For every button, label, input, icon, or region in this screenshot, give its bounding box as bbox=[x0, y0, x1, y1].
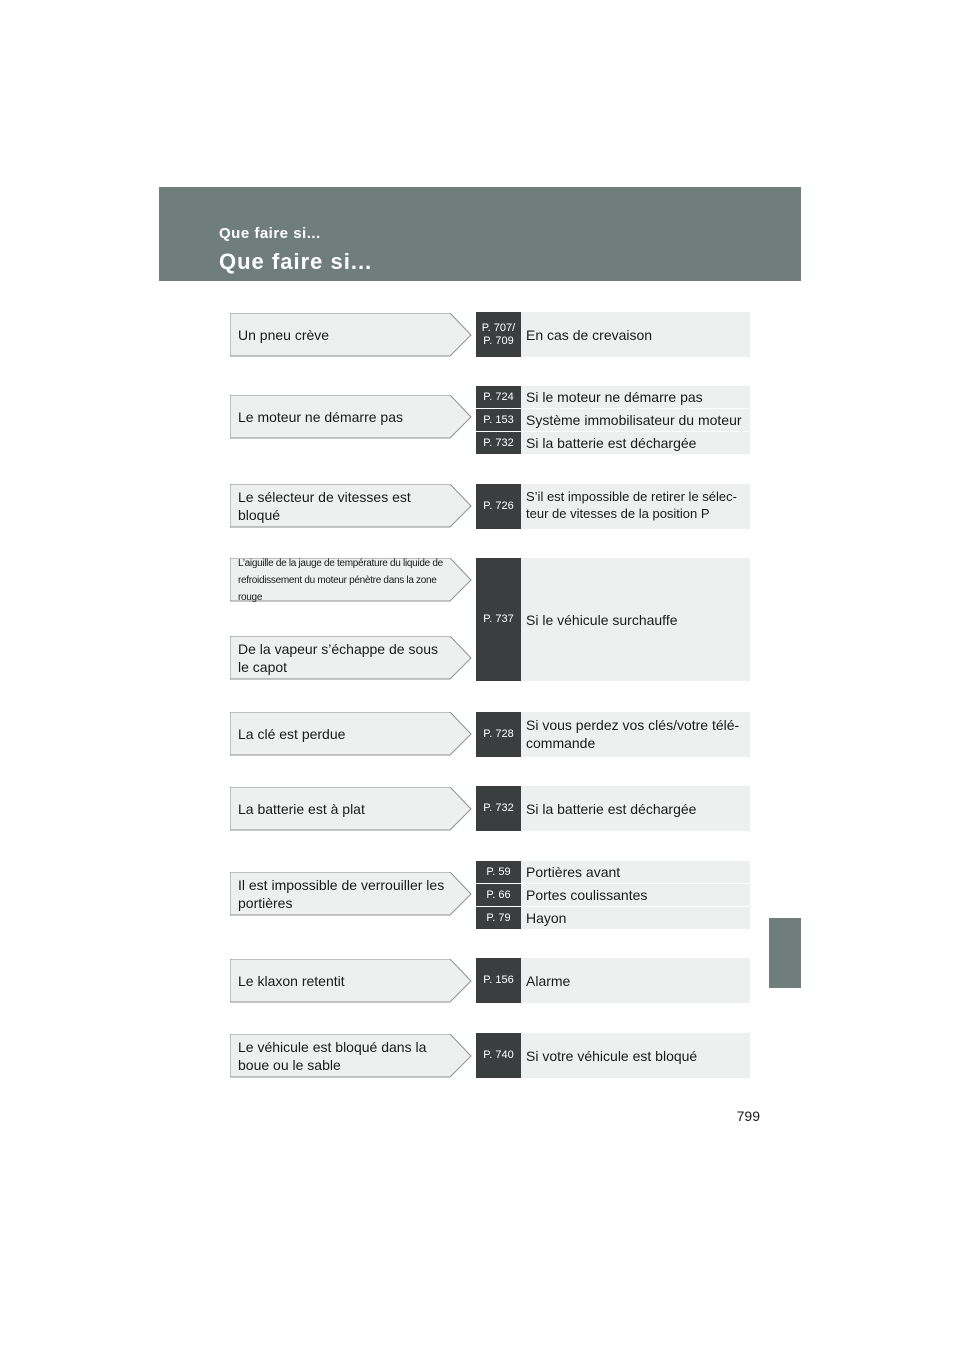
ref-description: Si le moteur ne démarre pas bbox=[526, 389, 703, 405]
ref-alarm[interactable] bbox=[476, 958, 750, 1003]
section-title: Que faire si... bbox=[219, 249, 373, 274]
ref-immobilizer[interactable] bbox=[476, 409, 750, 431]
page-ref-tag: P. 707/ P. 709 bbox=[476, 312, 521, 357]
page-ref-tag: P. 79 bbox=[476, 907, 521, 929]
ref-description: Si la batterie est déchargée bbox=[526, 800, 697, 817]
page-ref-tag: P. 724 bbox=[476, 386, 521, 408]
ref-engine-no-start[interactable] bbox=[476, 386, 750, 408]
page-ref-tag: P. 732 bbox=[476, 432, 521, 454]
problem-battery-flat: La batterie est à plat bbox=[230, 787, 472, 831]
page-ref-tag: P. 740 bbox=[476, 1033, 521, 1078]
ref-description: Alarme bbox=[526, 972, 571, 989]
ref-description: Portes coulissantes bbox=[526, 887, 648, 903]
ref-description: Hayon bbox=[526, 910, 567, 926]
problem-shift-lever-locked: Le sélecteur de vitesses est bloqué bbox=[230, 484, 472, 528]
ref-description: Si le véhicule surchauffe bbox=[526, 611, 678, 628]
ref-description: S’il est impossible de retirer le sélec-teur de vitesses de la position P bbox=[526, 489, 737, 521]
ref-description: Portières avant bbox=[526, 864, 621, 880]
ref-front-doors[interactable] bbox=[476, 861, 750, 883]
ref-description: Système immobilisateur du moteur bbox=[526, 412, 742, 428]
problem-horn-sounds: Le klaxon retentit bbox=[230, 959, 472, 1003]
problem-steam-hood: De la vapeur s’échappe de sous le capot bbox=[230, 636, 472, 680]
page-ref-tag: P. 726 bbox=[476, 484, 521, 529]
page-ref-tag: P. 59 bbox=[476, 861, 521, 883]
ref-lost-keys[interactable] bbox=[476, 712, 750, 757]
page-ref-tag: P. 728 bbox=[476, 712, 521, 757]
page-ref-tag: P. 737 bbox=[476, 558, 521, 681]
problem-vehicle-stuck: Le véhicule est bloqué dans la boue ou le sable bbox=[230, 1034, 472, 1078]
page-ref-tag: P. 153 bbox=[476, 409, 521, 431]
problem-doors-no-lock: Il est impossible de verrouiller les portières bbox=[230, 872, 472, 916]
chapter-tab bbox=[769, 918, 801, 988]
problem-temp-gauge-red: L’aiguille de la jauge de température du liquide de refroidissement du moteur pénètre dans la zone rouge bbox=[230, 558, 472, 602]
ref-overheat[interactable] bbox=[476, 558, 750, 681]
page-ref-tag: P. 66 bbox=[476, 884, 521, 906]
ref-description: Si votre véhicule est bloqué bbox=[526, 1047, 698, 1064]
ref-description: En cas de crevaison bbox=[526, 326, 653, 343]
ref-flat-tire[interactable] bbox=[476, 312, 750, 357]
chapter-header bbox=[159, 187, 801, 281]
problem-key-lost: La clé est perdue bbox=[230, 712, 472, 756]
ref-shift-lever[interactable] bbox=[476, 484, 750, 529]
ref-vehicle-stuck[interactable] bbox=[476, 1033, 750, 1078]
ref-description: Si vous perdez vos clés/votre télé-commande bbox=[526, 717, 740, 751]
ref-battery-discharged[interactable] bbox=[476, 432, 750, 454]
ref-description: Si la batterie est déchargée bbox=[526, 435, 697, 451]
ref-tailgate[interactable] bbox=[476, 907, 750, 929]
page-ref-tag: P. 156 bbox=[476, 958, 521, 1003]
page-number: 799 bbox=[736, 1108, 760, 1124]
page-ref-tag: P. 732 bbox=[476, 786, 521, 831]
ref-sliding-doors[interactable] bbox=[476, 884, 750, 906]
section-title-small: Que faire si... bbox=[219, 225, 321, 242]
ref-battery-flat[interactable] bbox=[476, 786, 750, 831]
problem-engine-no-start: Le moteur ne démarre pas bbox=[230, 395, 472, 439]
problem-flat-tire: Un pneu crève bbox=[230, 313, 472, 357]
